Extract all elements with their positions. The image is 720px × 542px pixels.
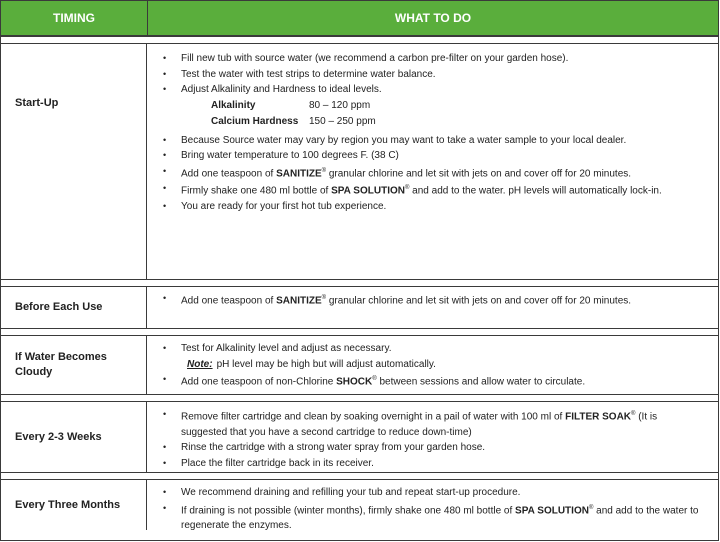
timing-cell: Every Three Months [1, 480, 147, 530]
brand-sanitize: SANITIZE [276, 295, 322, 307]
brand-shock: SHOCK [336, 376, 373, 388]
step-list [161, 407, 704, 471]
row-spacer [1, 328, 718, 335]
text-segment: Add one teaspoon of [181, 167, 277, 179]
list-item: • Bring water temperature to 100 degrees F. (38 C) [161, 148, 704, 164]
brand-spa-solution: SPA SOLUTION [515, 504, 589, 516]
text-segment: Add one teaspoon of [181, 295, 277, 307]
table-header [1, 1, 718, 36]
list-item: • Adjust Alkalinity and Hardness to ideal levels. [161, 82, 704, 98]
table-row-every-three-months [1, 479, 718, 530]
row-spacer [1, 394, 718, 401]
text-segment: Remove filter cartridge and clean by soaking overnight in a pail of water with 100 ml of [181, 411, 566, 423]
note-label: Note: [187, 358, 213, 370]
registered-mark: ® [404, 185, 410, 192]
what-to-do-cell [147, 44, 718, 279]
level-value: 150 – 250 ppm [309, 115, 376, 127]
step-list [161, 291, 704, 309]
list-item: • Test the water with test strips to determine water balance. [161, 67, 704, 83]
what-to-do-cell [147, 336, 718, 394]
level-row-calcium [161, 114, 704, 130]
step-list [161, 372, 704, 390]
note-text: pH level may be high but will adjust automatically. [216, 358, 436, 370]
what-to-do-cell [147, 480, 718, 530]
text-segment: (It is suggested that you have a second cartridge to reduce down-time) [181, 411, 658, 438]
list-item: • Place the filter cartridge back in its receiver. [161, 456, 704, 472]
text-segment: granular chlorine and let sit with jets on and cover off for 20 minutes. [326, 167, 632, 179]
level-row-alkalinity [161, 98, 704, 114]
step-list [161, 341, 704, 357]
brand-spa-solution: SPA SOLUTION [331, 185, 405, 197]
list-item: • You are ready for your first hot tub experience. [161, 199, 704, 215]
header-timing: TIMING [1, 1, 148, 35]
list-item [161, 291, 704, 309]
list-item [161, 501, 704, 534]
text-segment: between sessions and allow water to circulate. [376, 376, 586, 388]
timing-cell: Every 2-3 Weeks [1, 402, 147, 472]
registered-mark: ® [321, 167, 327, 174]
level-value: 80 – 120 ppm [309, 99, 371, 111]
list-item: • Fill new tub with source water (we recommend a carbon pre-filter on your garden hose). [161, 51, 704, 67]
registered-mark: ® [588, 504, 594, 511]
row-spacer [1, 472, 718, 479]
table-row-every-2-3-weeks [1, 401, 718, 472]
timing-cell: Start-Up [1, 44, 147, 279]
table-row-before-each-use [1, 286, 718, 328]
text-segment: granular chlorine and let sit with jets on and cover off for 20 minutes. [326, 295, 632, 307]
header-spacer [1, 36, 718, 43]
registered-mark: ® [372, 376, 377, 382]
step-list [161, 51, 704, 98]
row-spacer [1, 279, 718, 286]
level-name: Alkalinity [211, 99, 256, 111]
list-item: • We recommend draining and refilling your tub and repeat start-up procedure. [161, 485, 704, 501]
level-name: Calcium Hardness [211, 115, 299, 127]
list-item: • Because Source water may vary by region you may want to take a water sample to your local dealer. [161, 133, 704, 149]
list-item [161, 407, 704, 440]
header-what-to-do: WHAT TO DO [394, 11, 472, 25]
registered-mark: ® [321, 295, 327, 301]
text-segment: and add to the water to regenerate the enzymes. [181, 504, 699, 532]
note [161, 357, 704, 373]
table-row-cloudy [1, 335, 718, 394]
step-list [161, 133, 704, 215]
table-row-start-up [1, 43, 718, 279]
text-segment: and add to the water. pH levels will automatically lock-in. [409, 185, 662, 197]
text-segment: If draining is not possible (winter months), firmly shake one 480 ml bottle of [181, 504, 516, 516]
brand-sanitize: SANITIZE [276, 167, 322, 179]
list-item: • Rinse the cartridge with a strong water spray from your garden hose. [161, 440, 704, 456]
what-to-do-cell [147, 402, 718, 472]
brand-filter-soak: FILTER SOAK [565, 411, 632, 423]
list-item [161, 372, 704, 390]
registered-mark: ® [631, 411, 636, 417]
list-item [161, 164, 704, 182]
list-item: • Test for Alkalinity level and adjust as necessary. [161, 341, 704, 357]
text-segment: Firmly shake one 480 ml bottle of [181, 185, 332, 197]
step-list [161, 485, 704, 534]
list-item [161, 181, 704, 199]
text-segment: Add one teaspoon of non-Chlorine [181, 376, 337, 388]
timing-cell: If Water Becomes Cloudy [1, 336, 147, 394]
what-to-do-cell [147, 287, 718, 328]
timing-cell: Before Each Use [1, 287, 147, 328]
